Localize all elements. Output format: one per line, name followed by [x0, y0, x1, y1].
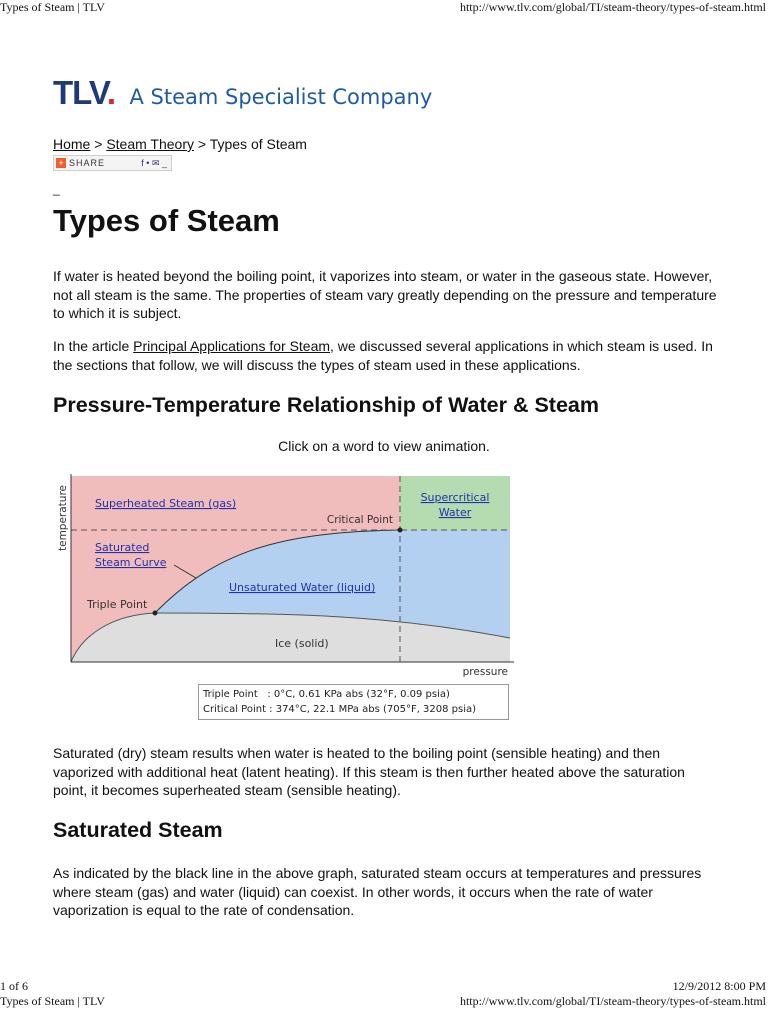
share-button[interactable] — [53, 155, 172, 171]
plus-icon: + — [56, 158, 66, 168]
breadcrumb-steam-theory[interactable]: Steam Theory — [106, 136, 194, 152]
print-footer-url: http://www.tlv.com/global/TI/steam-theory/types-of-steam.html — [459, 994, 766, 1008]
legend-triple-point: Triple Point : 0°C, 0.61 KPa abs (32°F, 0.09 psia) — [203, 689, 450, 700]
supercritical-water-link-line2[interactable]: Water — [438, 506, 472, 519]
superheated-steam-link[interactable]: Superheated Steam (gas) — [95, 497, 237, 510]
applications-text-after: , we discussed several applications in which steam is used. In the sections that follow, we will discuss the types of steam used in these applications. — [53, 338, 713, 373]
intro-paragraph: If water is heated beyond the boiling point, it vaporizes into steam, or water in the gaseous state. However, not all steam is the same. The properties of steam vary greatly depending on the pressure and temperature to which it is subject. — [53, 268, 717, 321]
legend-critical-point: Critical Point : 374°C, 22.1 MPa abs (705°F, 3208 psia) — [203, 704, 477, 715]
applications-text-before: In the article — [53, 338, 134, 354]
breadcrumb-home[interactable]: Home — [53, 136, 91, 152]
print-footer-title: Types of Steam | TLV — [0, 994, 105, 1008]
print-header-url: http://www.tlv.com/global/TI/steam-theory/types-of-steam.html — [459, 0, 766, 14]
separator-dash: _ — [53, 182, 60, 196]
supercritical-water-link-line1[interactable]: Supercritical — [420, 491, 490, 504]
saturated-steam-curve-link-line2[interactable]: Steam Curve — [95, 556, 167, 569]
tlv-logo[interactable] — [53, 74, 432, 114]
page-title: Types of Steam — [53, 203, 280, 238]
critical-point-marker — [398, 528, 403, 533]
animation-instruction: Click on a word to view animation. — [278, 438, 490, 454]
logo-tagline: A Steam Specialist Company — [129, 85, 433, 109]
y-axis-label: temperature — [57, 485, 69, 551]
breadcrumb-current: Types of Steam — [209, 136, 307, 152]
triple-point-marker — [153, 611, 158, 616]
logo-mark: TLV — [53, 74, 107, 111]
principal-applications-link[interactable]: Principal Applications for Steam — [133, 338, 331, 354]
applications-paragraph — [53, 337, 718, 374]
breadcrumb-separator: > — [194, 136, 210, 152]
print-footer-page: 1 of 6 — [0, 979, 28, 993]
critical-point-label: Critical Point — [326, 514, 393, 526]
phase-diagram-legend — [198, 684, 509, 720]
triple-point-label: Triple Point — [87, 598, 148, 611]
saturated-steam-curve-link-line1[interactable]: Saturated — [95, 541, 150, 554]
print-header-title: Types of Steam | TLV — [0, 0, 105, 14]
saturated-dry-paragraph: Saturated (dry) steam results when water is heated to the boiling point (sensible heating) and then vaporized with additional heat (latent heating). If this steam is then further heated above the saturation point, it becomes superheated steam (sensible heating). — [53, 745, 685, 798]
unsaturated-water-link[interactable]: Unsaturated Water (liquid) — [229, 581, 376, 594]
breadcrumb — [53, 136, 307, 152]
social-icons: f • ✉ _ — [141, 158, 167, 168]
phase-diagram — [52, 470, 518, 682]
print-footer-datetime: 12/9/2012 8:00 PM — [672, 979, 766, 993]
saturated-steam-paragraph: As indicated by the black line in the above graph, saturated steam occurs at temperatures and pressures where steam (gas) and water (liquid) can coexist. In other words, it occurs when the rate of water vaporization is equal to the rate of condensation. — [53, 865, 702, 918]
x-axis-label: pressure — [462, 666, 508, 678]
share-label: SHARE — [69, 158, 106, 168]
breadcrumb-separator: > — [90, 136, 107, 152]
section-heading-pressure-temperature: Pressure-Temperature Relationship of Water & Steam — [53, 393, 600, 417]
ice-label: Ice (solid) — [275, 637, 329, 650]
logo-dot: . — [106, 74, 116, 111]
section-heading-saturated-steam: Saturated Steam — [53, 818, 223, 842]
